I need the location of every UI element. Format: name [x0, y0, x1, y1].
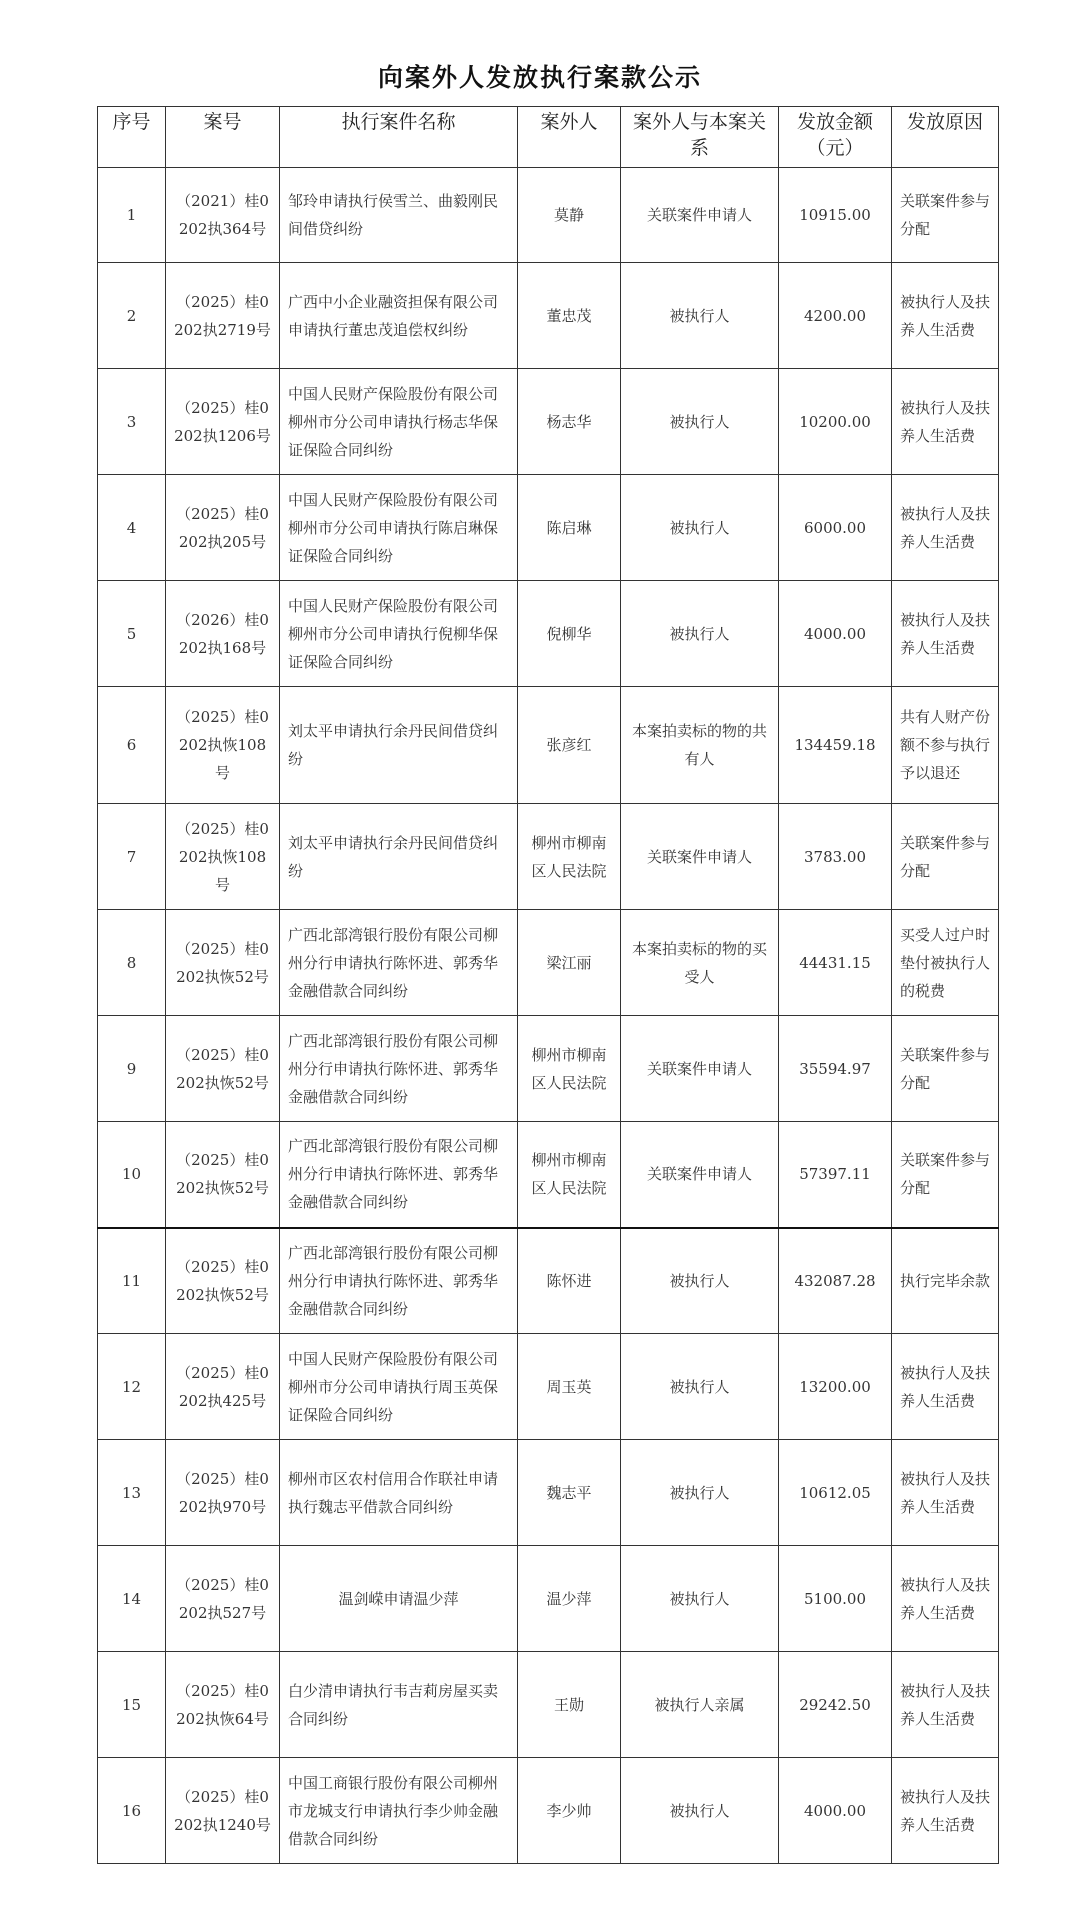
case-name: 柳州市区农村信用合作联社申请执行魏志平借款合同纠纷 — [280, 1440, 518, 1546]
relation: 被执行人 — [621, 1440, 779, 1546]
row-index: 11 — [98, 1228, 166, 1334]
relation: 关联案件申请人 — [621, 168, 779, 263]
reason: 被执行人及扶养人生活费 — [892, 263, 999, 369]
relation: 关联案件申请人 — [621, 1122, 779, 1228]
reason: 关联案件参与分配 — [892, 168, 999, 263]
amount: 3783.00 — [779, 804, 892, 910]
header-index: 序号 — [98, 107, 166, 168]
relation: 关联案件申请人 — [621, 1016, 779, 1122]
row-index: 10 — [98, 1122, 166, 1228]
reason: 被执行人及扶养人生活费 — [892, 581, 999, 687]
case-name: 中国人民财产保险股份有限公司柳州市分公司申请执行倪柳华保证保险合同纠纷 — [280, 581, 518, 687]
amount: 57397.11 — [779, 1122, 892, 1228]
case-name: 中国工商银行股份有限公司柳州市龙城支行申请执行李少帅金融借款合同纠纷 — [280, 1758, 518, 1864]
case-name: 邹玲申请执行侯雪兰、曲毅刚民间借贷纠纷 — [280, 168, 518, 263]
relation: 被执行人亲属 — [621, 1652, 779, 1758]
amount: 4200.00 — [779, 263, 892, 369]
table-row — [98, 1122, 999, 1228]
case-number: （2025）桂0202执527号 — [166, 1546, 280, 1652]
reason: 被执行人及扶养人生活费 — [892, 369, 999, 475]
outside-party: 陈启琳 — [518, 475, 621, 581]
reason: 被执行人及扶养人生活费 — [892, 475, 999, 581]
table-row — [98, 687, 999, 804]
case-number: （2025）桂0202执恢52号 — [166, 1016, 280, 1122]
amount: 10612.05 — [779, 1440, 892, 1546]
relation: 被执行人 — [621, 1546, 779, 1652]
outside-party: 梁江丽 — [518, 910, 621, 1016]
outside-party: 杨志华 — [518, 369, 621, 475]
header-case-name: 执行案件名称 — [280, 107, 518, 168]
amount: 134459.18 — [779, 687, 892, 804]
table-header-row — [98, 107, 999, 168]
outside-party: 张彦红 — [518, 687, 621, 804]
reason: 买受人过户时垫付被执行人的税费 — [892, 910, 999, 1016]
case-number: （2025）桂0202执425号 — [166, 1334, 280, 1440]
row-index: 8 — [98, 910, 166, 1016]
row-index: 6 — [98, 687, 166, 804]
row-index: 14 — [98, 1546, 166, 1652]
relation: 被执行人 — [621, 1758, 779, 1864]
case-number: （2026）桂0202执168号 — [166, 581, 280, 687]
table-row — [98, 1440, 999, 1546]
case-name: 广西北部湾银行股份有限公司柳州分行申请执行陈怀进、郭秀华金融借款合同纠纷 — [280, 1016, 518, 1122]
outside-party: 李少帅 — [518, 1758, 621, 1864]
reason: 共有人财产份额不参与执行予以退还 — [892, 687, 999, 804]
relation: 关联案件申请人 — [621, 804, 779, 910]
amount: 6000.00 — [779, 475, 892, 581]
relation: 被执行人 — [621, 581, 779, 687]
outside-party: 董忠茂 — [518, 263, 621, 369]
outside-party: 王勋 — [518, 1652, 621, 1758]
row-index: 1 — [98, 168, 166, 263]
case-number: （2025）桂0202执恢52号 — [166, 1228, 280, 1334]
row-index: 13 — [98, 1440, 166, 1546]
relation: 被执行人 — [621, 1228, 779, 1334]
amount: 13200.00 — [779, 1334, 892, 1440]
case-number: （2025）桂0202执恢108号 — [166, 804, 280, 910]
case-number: （2025）桂0202执205号 — [166, 475, 280, 581]
relation: 被执行人 — [621, 1334, 779, 1440]
case-name: 广西北部湾银行股份有限公司柳州分行申请执行陈怀进、郭秀华金融借款合同纠纷 — [280, 1122, 518, 1228]
header-outside-party: 案外人 — [518, 107, 621, 168]
reason: 被执行人及扶养人生活费 — [892, 1758, 999, 1864]
table-row — [98, 804, 999, 910]
case-name: 刘太平申请执行余丹民间借贷纠纷 — [280, 804, 518, 910]
case-name: 中国人民财产保险股份有限公司柳州市分公司申请执行陈启琳保证保险合同纠纷 — [280, 475, 518, 581]
case-name: 中国人民财产保险股份有限公司柳州市分公司申请执行周玉英保证保险合同纠纷 — [280, 1334, 518, 1440]
case-name: 中国人民财产保险股份有限公司柳州市分公司申请执行杨志华保证保险合同纠纷 — [280, 369, 518, 475]
outside-party: 柳州市柳南区人民法院 — [518, 804, 621, 910]
relation: 本案拍卖标的物的买受人 — [621, 910, 779, 1016]
relation: 被执行人 — [621, 475, 779, 581]
case-name: 广西北部湾银行股份有限公司柳州分行申请执行陈怀进、郭秀华金融借款合同纠纷 — [280, 1228, 518, 1334]
amount: 35594.97 — [779, 1016, 892, 1122]
amount: 4000.00 — [779, 581, 892, 687]
reason: 执行完毕余款 — [892, 1228, 999, 1334]
reason: 关联案件参与分配 — [892, 804, 999, 910]
table-row — [98, 475, 999, 581]
row-index: 7 — [98, 804, 166, 910]
row-index: 3 — [98, 369, 166, 475]
case-name: 刘太平申请执行余丹民间借贷纠纷 — [280, 687, 518, 804]
amount: 5100.00 — [779, 1546, 892, 1652]
reason: 被执行人及扶养人生活费 — [892, 1546, 999, 1652]
case-number: （2025）桂0202执2719号 — [166, 263, 280, 369]
reason: 被执行人及扶养人生活费 — [892, 1440, 999, 1546]
amount: 10200.00 — [779, 369, 892, 475]
document-title: 向案外人发放执行案款公示 — [377, 63, 702, 92]
header-reason: 发放原因 — [892, 107, 999, 168]
table-row — [98, 263, 999, 369]
header-case-number: 案号 — [166, 107, 280, 168]
case-number: （2025）桂0202执1240号 — [166, 1758, 280, 1864]
reason: 关联案件参与分配 — [892, 1016, 999, 1122]
relation: 本案拍卖标的物的共有人 — [621, 687, 779, 804]
row-index: 2 — [98, 263, 166, 369]
case-number: （2025）桂0202执恢52号 — [166, 1122, 280, 1228]
table-row — [98, 1016, 999, 1122]
case-number: （2021）桂0202执364号 — [166, 168, 280, 263]
outside-party: 柳州市柳南区人民法院 — [518, 1122, 621, 1228]
case-number: （2025）桂0202执恢64号 — [166, 1652, 280, 1758]
outside-party: 温少萍 — [518, 1546, 621, 1652]
outside-party: 柳州市柳南区人民法院 — [518, 1016, 621, 1122]
amount: 432087.28 — [779, 1228, 892, 1334]
outside-party: 倪柳华 — [518, 581, 621, 687]
case-name: 广西中小企业融资担保有限公司申请执行董忠茂追偿权纠纷 — [280, 263, 518, 369]
table-row — [98, 1758, 999, 1864]
amount: 44431.15 — [779, 910, 892, 1016]
case-number: （2025）桂0202执1206号 — [166, 369, 280, 475]
row-index: 5 — [98, 581, 166, 687]
table-row — [98, 1334, 999, 1440]
amount: 29242.50 — [779, 1652, 892, 1758]
amount: 4000.00 — [779, 1758, 892, 1864]
row-index: 15 — [98, 1652, 166, 1758]
reason: 被执行人及扶养人生活费 — [892, 1334, 999, 1440]
table-row — [98, 369, 999, 475]
row-index: 9 — [98, 1016, 166, 1122]
outside-party: 莫静 — [518, 168, 621, 263]
outside-party: 陈怀进 — [518, 1228, 621, 1334]
outside-party: 魏志平 — [518, 1440, 621, 1546]
table-row — [98, 910, 999, 1016]
reason: 关联案件参与分配 — [892, 1122, 999, 1228]
outside-party: 周玉英 — [518, 1334, 621, 1440]
header-relation: 案外人与本案关系 — [621, 107, 779, 168]
table-row — [98, 1652, 999, 1758]
case-name: 温剑嵘申请温少萍 — [280, 1546, 518, 1652]
case-name: 白少清申请执行韦吉莉房屋买卖合同纠纷 — [280, 1652, 518, 1758]
case-number: （2025）桂0202执恢108号 — [166, 687, 280, 804]
payout-table — [97, 106, 999, 1864]
case-number: （2025）桂0202执970号 — [166, 1440, 280, 1546]
amount: 10915.00 — [779, 168, 892, 263]
row-index: 16 — [98, 1758, 166, 1864]
table-row — [98, 168, 999, 263]
row-index: 4 — [98, 475, 166, 581]
case-number: （2025）桂0202执恢52号 — [166, 910, 280, 1016]
header-amount: 发放金额（元） — [779, 107, 892, 168]
case-name: 广西北部湾银行股份有限公司柳州分行申请执行陈怀进、郭秀华金融借款合同纠纷 — [280, 910, 518, 1016]
table-row — [98, 1228, 999, 1334]
relation: 被执行人 — [621, 263, 779, 369]
row-index: 12 — [98, 1334, 166, 1440]
table-row — [98, 1546, 999, 1652]
relation: 被执行人 — [621, 369, 779, 475]
reason: 被执行人及扶养人生活费 — [892, 1652, 999, 1758]
table-row — [98, 581, 999, 687]
